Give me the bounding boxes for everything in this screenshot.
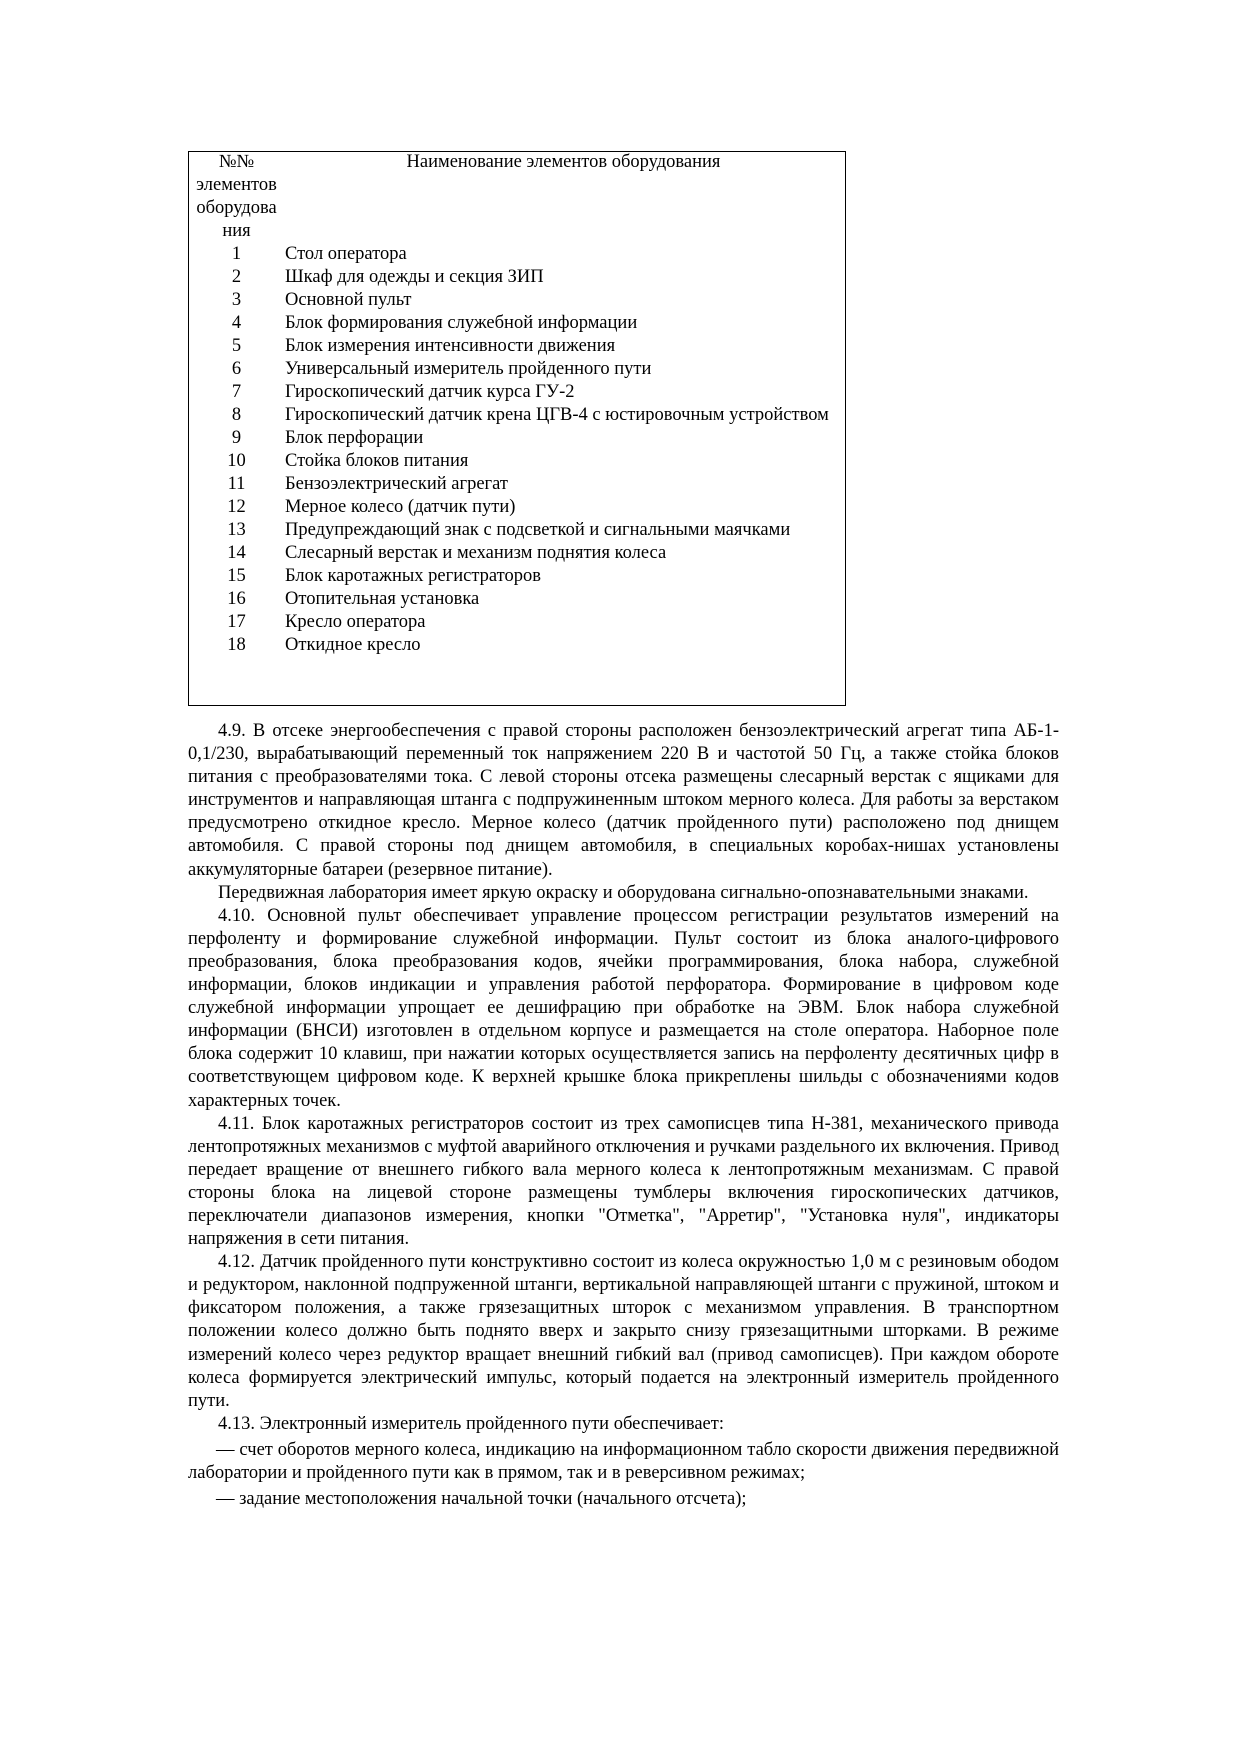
row-number: 1 [231,244,242,264]
table-row [188,312,846,335]
row-name: Стол оператора [285,244,407,264]
table-row [188,358,846,381]
row-name: Слесарный верстак и механизм поднятия колеса [285,543,667,563]
row-number: 3 [231,290,242,310]
table-row [188,243,846,266]
row-name: Гироскопический датчик крена ЦГВ-4 с юстировочным устройством [285,405,829,425]
body-text [188,720,1059,1511]
table-row [188,381,846,404]
table-row [188,335,846,358]
row-number: 18 [227,635,246,655]
table-row [188,404,846,427]
paragraph-4-9: 4.9. В отсеке энергообеспечения с правой стороны расположен бензоэлектрический агрегат типа АБ-1-0,1/230, вырабатывающий переменный ток напряжением 220 В и частотой 50 Гц, а также стойка блоков питания с преобразователями тока. С левой стороны отсека размещены слесарный верстак с ящиками для инструментов и направляющая штанга с подпружиненным штоком мерного колеса. Для работы за верстаком предусмотрено откидное кресло. Мерное колесо (датчик пройденного пути) расположено под днищем автомобиля. С правой стороны под днищем автомобиля, в специальных коробах-нишах установлены аккумуляторные батареи (резервное питание). [188,721,1059,880]
row-name: Блок перфорации [285,428,424,448]
table-row [188,450,846,473]
row-number: 14 [227,543,246,563]
table-row [188,473,846,496]
dash-item-counting: — счет оборотов мерного колеса, индикацию на информационном табло скорости движения передвижной лаборатории и пройденного пути как в прямом, так и в реверсивном режимах; [188,1439,1059,1483]
table-row [188,634,846,657]
row-name: Блок формирования служебной информации [285,313,638,333]
row-name: Гироскопический датчик курса ГУ-2 [285,382,575,402]
table-header-number: №№ элементов оборудова ния [196,152,277,241]
row-number: 15 [227,566,246,586]
paragraph-4-10: 4.10. Основной пульт обеспечивает управление процессом регистрации результатов измерений на перфоленту и формирование служебной информации. Пульт состоит из блока аналого-цифрового преобразования, блока преобразования кодов, ячейки программирования, блока набора, служебной информации, блоков индикации и управления работой перфоратора. Формирование в цифровом коде служебной информации упрощает ее дешифрацию при обработке на ЭВМ. Блок набора служебной информации (БНСИ) изготовлен в отдельном корпусе и размещается на столе оператора. Наборное поле блока содержит 10 клавиш, при нажатии которых осуществляется запись на перфоленту десятичных цифр в соответствующем цифровом коде. К верхней крышке блока прикреплены шильды с обозначениями кодов характерных точек. [188,905,1059,1111]
paragraph-4-12: 4.12. Датчик пройденного пути конструктивно состоит из колеса окружностью 1,0 м с резиновым ободом и редуктором, наклонной подпруженной штанги, вертикальной направляющей штанги с пружиной, штоком и фиксатором положения, а также грязезащитных шторок с механизмом управления. В транспортном положении колесо должно быть поднято вверх и закрыто снизу грязезащитными шторками. В режиме измерений колесо через редуктор вращает внешний гибкий вал (привод самописцев). При каждом обороте колеса формируется электрический импульс, который подается на электронный измеритель пройденного пути. [188,1252,1059,1411]
row-number: 13 [227,520,246,540]
row-name: Стойка блоков питания [285,451,469,471]
dash-item-start-point: — задание местоположения начальной точки (начального отсчета); [216,1489,747,1510]
row-name: Мерное колесо (датчик пути) [285,497,516,517]
table-row [188,519,846,542]
row-name: Предупреждающий знак с подсветкой и сигнальными маячками [285,520,791,540]
row-name: Бензоэлектрический агрегат [285,474,508,494]
row-name: Кресло оператора [285,612,426,632]
table-row [188,588,846,611]
table-header-name: Наименование элементов оборудования [406,152,721,172]
row-number: 9 [231,428,242,448]
equipment-table [188,151,846,657]
table-row [188,565,846,588]
table-row [188,611,846,634]
table-row [188,266,846,289]
row-number: 8 [231,405,242,425]
row-number: 16 [227,589,246,609]
row-number: 12 [227,497,246,517]
paragraph-lab-coloring: Передвижная лаборатория имеет яркую окраску и оборудована сигнально-опознавательными знаками. [218,882,1029,903]
row-number: 2 [231,267,242,287]
row-number: 17 [227,612,246,632]
paragraph-4-13: 4.13. Электронный измеритель пройденного пути обеспечивает: [218,1413,724,1434]
row-name: Универсальный измеритель пройденного пути [285,359,652,379]
row-name: Отопительная установка [285,589,480,609]
row-number: 6 [231,359,242,379]
row-number: 5 [231,336,242,356]
row-name: Блок измерения интенсивности движения [285,336,616,356]
table-row [188,289,846,312]
table-row [188,542,846,565]
row-number: 10 [227,451,246,471]
row-number: 4 [231,313,242,333]
row-name: Откидное кресло [285,635,421,655]
row-name: Шкаф для одежды и секция ЗИП [285,267,544,287]
row-name: Блок каротажных регистраторов [285,566,541,586]
table-row [188,496,846,519]
row-number: 11 [227,474,246,494]
table-row [188,427,846,450]
row-name: Основной пульт [285,290,412,310]
paragraph-4-11: 4.11. Блок каротажных регистраторов состоит из трех самописцев типа Н-381, механического привода лентопротяжных механизмов с муфтой аварийного отключения и ручками раздельного их включения. Привод передает вращение от внешнего гибкого вала мерного колеса к лентопротяжным механизмам. С правой стороны блока на лицевой стороне размещены тумблеры включения гироскопических датчиков, переключатели диапазонов измерения, кнопки "Отметка", "Арретир", "Установка нуля", индикаторы напряжения в сети питания. [188,1113,1059,1250]
row-number: 7 [231,382,242,402]
